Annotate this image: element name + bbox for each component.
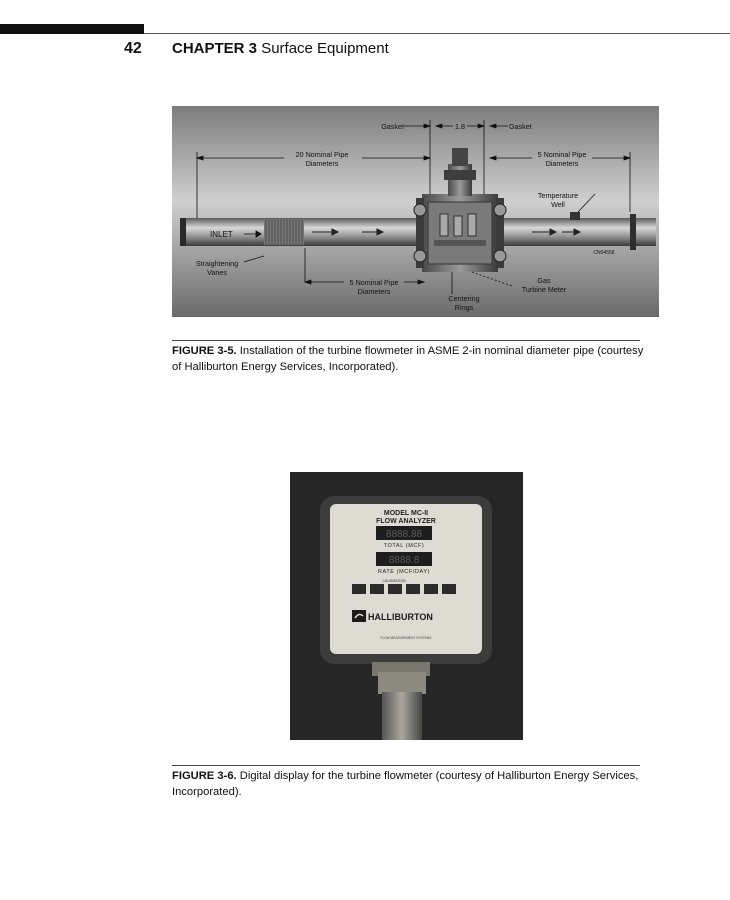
figure-3-6-photo: [290, 472, 523, 740]
figure-3-5-caption-text: Installation of the turbine flowmeter in ASME 2-in nominal diameter pipe (courtesy of Halliburton Energy Services, Incorporated).: [172, 345, 644, 373]
label-temperature-2: Well: [551, 200, 565, 209]
panel-calibration-label: CALIBRATION: [382, 579, 406, 583]
label-upstream-2: Diameters: [305, 159, 339, 168]
label-temperature-1: Temperature: [537, 191, 579, 200]
label-lower-2: Diameters: [357, 287, 391, 296]
label-gas-2: Turbine Meter: [521, 285, 567, 294]
figure-3-5-diagram: [172, 106, 659, 317]
panel-total-label: TOTAL (MCF): [383, 543, 425, 549]
figure-3-5-caption-rule: [172, 340, 640, 341]
panel-brand: HALLIBURTON: [368, 612, 433, 622]
header-bar: [0, 24, 144, 34]
svg-text:8888.88: 8888.88: [385, 529, 423, 540]
running-header: [172, 40, 389, 57]
label-vanes-2: Vanes: [207, 268, 227, 277]
figure-3-6-caption-text: Digital display for the turbine flowmeter (courtesy of Halliburton Energy Services, Incorporated).: [172, 770, 639, 798]
label-downstream-2: Diameters: [545, 159, 579, 168]
label-rings-2: Rings: [454, 303, 474, 312]
svg-text:8888.8: 8888.8: [388, 555, 420, 566]
figure-3-5-caption: [172, 343, 644, 375]
label-upstream-1: 20 Nominal Pipe: [295, 150, 349, 159]
label-rings-1: Centering: [448, 294, 480, 303]
figure-3-6-label: FIGURE 3-6.: [172, 770, 237, 782]
label-vanes-1: Straightening: [195, 259, 239, 268]
chapter-title: Surface Equipment: [261, 40, 389, 57]
label-inlet: INLET: [210, 230, 233, 239]
label-code: CN04558: [593, 250, 615, 256]
panel-sublabel: FLOW MEASUREMENT SYSTEMS: [380, 636, 432, 640]
figure-3-5-label: FIGURE 3-5.: [172, 345, 237, 357]
label-gap: 1.8: [455, 122, 465, 131]
label-downstream-1: 5 Nominal Pipe: [537, 150, 587, 159]
chapter-label: CHAPTER 3: [172, 40, 258, 57]
header-rule: [144, 33, 730, 34]
figure-3-6-caption-rule: [172, 765, 640, 766]
label-gasket-right: Gasket: [509, 122, 532, 131]
figure-3-6-caption: [172, 768, 644, 800]
panel-model-line2: FLOW ANALYZER: [376, 518, 436, 525]
panel-model-line1: MODEL MC-II: [383, 510, 429, 517]
page-number: 42: [124, 40, 142, 57]
label-gas-1: Gas: [537, 276, 551, 285]
panel-rate-label: RATE (MCF/DAY): [377, 569, 431, 575]
label-lower-1: 5 Nominal Pipe: [349, 278, 399, 287]
label-gasket-left: Gasket: [381, 122, 404, 131]
